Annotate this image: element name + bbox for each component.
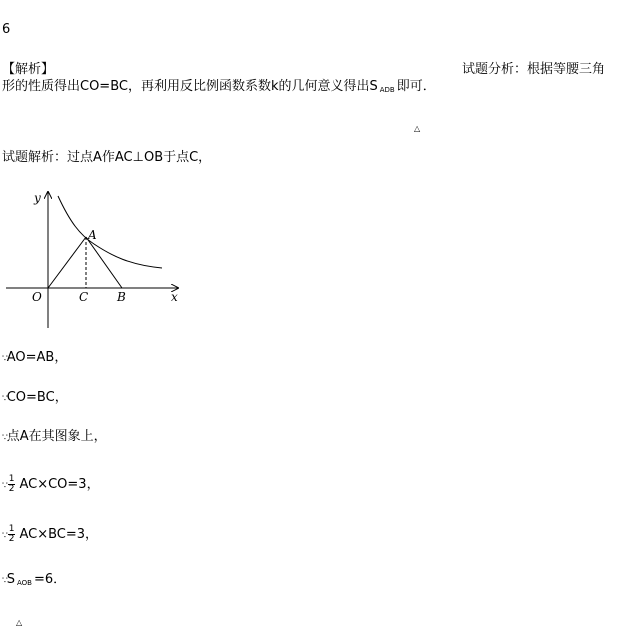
therefore-symbol: ∵ (2, 576, 7, 586)
floating-triangle-symbol: △ (414, 124, 421, 133)
step-5 (2, 524, 98, 547)
label-b: B (117, 290, 126, 304)
step-6-suffix: =6． (33, 572, 67, 587)
label-a: A (88, 228, 97, 242)
step-3 (2, 429, 107, 446)
therefore-symbol: ∵ (2, 433, 7, 443)
fraction-numerator: 1 (8, 474, 15, 484)
analysis-text-line2 (2, 79, 436, 96)
solution-intro: 试题解析：过点A作AC⊥OB于点C， (2, 150, 212, 165)
label-x: x (171, 290, 178, 304)
analysis-label: 【解析】 (2, 62, 55, 77)
step-4-text: AC×CO=3， (19, 477, 100, 492)
analysis-text-end: 即可． (396, 79, 436, 94)
therefore-symbol: ∵ (2, 531, 7, 541)
step-6 (2, 572, 66, 589)
fraction-denominator: 2 (8, 534, 15, 544)
function-graph-figure (0, 180, 200, 330)
step-2-text: CO=BC， (6, 390, 68, 405)
step-5-text: AC×BC=3， (19, 527, 99, 542)
step-3-text: 点A在其图象上， (6, 429, 107, 444)
step-6-subscript: AOB (17, 579, 32, 587)
analysis-subscript: ADB (379, 86, 395, 94)
analysis-text-line1: 试题分析：根据等腰三角 (462, 62, 606, 77)
step-2 (2, 390, 68, 407)
segment-oa (48, 237, 86, 288)
analysis-text-main: 形的性质得出CO=BC，再利用反比例函数系数k的几何意义得出S (2, 79, 378, 94)
therefore-symbol: ∵ (2, 354, 7, 364)
fraction-denominator: 2 (8, 484, 15, 494)
step-6-prefix: S (6, 572, 15, 587)
fraction-numerator: 1 (8, 524, 15, 534)
label-o: O (32, 290, 42, 304)
label-y: y (34, 191, 41, 205)
bottom-triangle-symbol: △ (16, 618, 23, 627)
therefore-symbol: ∵ (2, 481, 7, 491)
step-4 (2, 474, 100, 497)
fraction-half (8, 475, 16, 494)
answer-value: 6 (2, 22, 11, 37)
segment-ab (86, 237, 122, 288)
therefore-symbol: ∵ (2, 394, 7, 404)
label-c: C (79, 290, 89, 304)
step-1 (2, 350, 67, 367)
hyperbola-curve (58, 196, 162, 268)
fraction-half (8, 525, 16, 544)
step-1-text: AO=AB， (6, 350, 68, 365)
